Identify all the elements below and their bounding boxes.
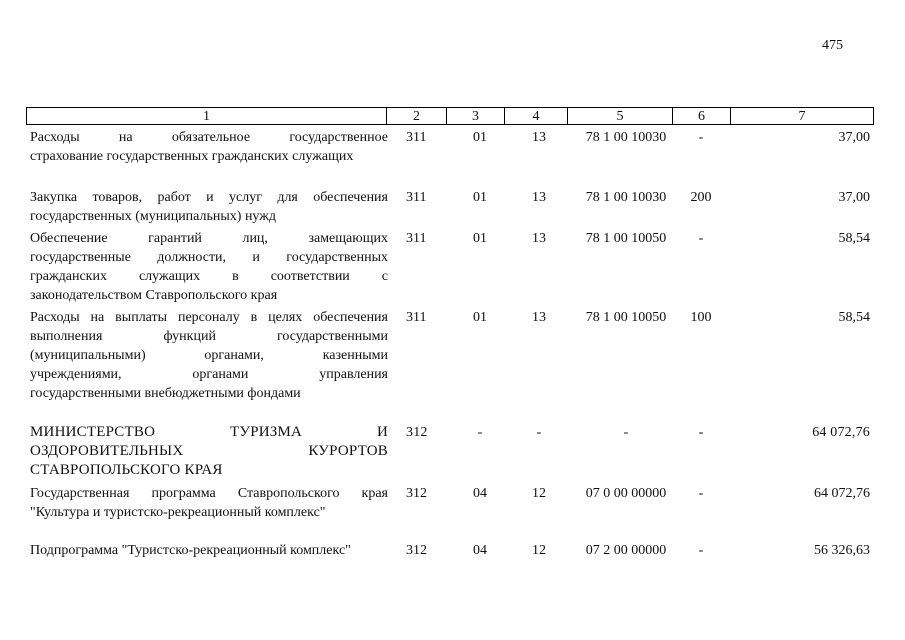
description-line: (муниципальными) органами, казенными xyxy=(30,348,388,363)
description-line: Государственная программа Ставропольского края xyxy=(30,486,388,501)
row-description xyxy=(30,423,388,480)
description-line: Закупка товаров, работ и услуг для обеспечения xyxy=(30,190,388,205)
description-line: страхование государственных гражданских служащих xyxy=(30,149,354,164)
cell-col-6: 100 xyxy=(690,310,712,325)
description-line: Расходы на обязательное государственное xyxy=(30,130,388,145)
row-description xyxy=(30,128,388,166)
cell-col-3: 04 xyxy=(473,543,487,558)
description-line: СТАВРОПОЛЬСКОГО КРАЯ xyxy=(30,462,223,478)
description-line: Подпрограмма "Туристско-рекреационный комплекс" xyxy=(30,543,351,558)
cell-col-6: - xyxy=(698,543,704,558)
description-line: законодательством Ставропольского края xyxy=(30,288,278,303)
description-line: Обеспечение гарантий лиц, замещающих xyxy=(30,231,388,246)
cell-col-5: 07 0 00 00000 xyxy=(585,486,667,501)
cell-col-6: - xyxy=(698,486,704,501)
cell-col-2: 312 xyxy=(406,425,428,440)
description-line: ОЗДОРОВИТЕЛЬНЫХ КУРОРТОВ xyxy=(30,443,388,459)
row-description xyxy=(30,308,388,403)
description-line: Расходы на выплаты персоналу в целях обеспечения xyxy=(30,310,388,325)
cell-col-7: 64 072,76 xyxy=(812,425,870,440)
header-col-4: 4 xyxy=(505,108,568,125)
description-line: государственные должности, и государственных xyxy=(30,250,388,265)
cell-col-7: 58,54 xyxy=(838,231,870,246)
cell-col-4: 13 xyxy=(532,231,546,246)
cell-col-6: - xyxy=(698,231,704,246)
cell-col-3: - xyxy=(477,425,483,440)
cell-col-5: 78 1 00 10030 xyxy=(585,130,667,145)
header-col-6: 6 xyxy=(673,108,731,125)
cell-col-2: 312 xyxy=(406,486,427,501)
description-line: государственных (муниципальных) нужд xyxy=(30,209,277,224)
cell-col-7: 58,54 xyxy=(838,310,870,325)
cell-col-4: 13 xyxy=(532,310,546,325)
header-col-3: 3 xyxy=(447,108,505,125)
cell-col-7: 37,00 xyxy=(838,190,870,205)
cell-col-5: 78 1 00 10030 xyxy=(585,190,667,205)
description-line: выполнения функций государственными xyxy=(30,329,388,344)
header-col-1: 1 xyxy=(27,108,387,125)
description-line: учреждениями, органами управления xyxy=(30,367,388,382)
cell-col-4: 13 xyxy=(532,130,546,145)
cell-col-4: - xyxy=(536,425,542,440)
description-line: гражданских служащих в соответствии с xyxy=(30,269,388,284)
cell-col-3: 04 xyxy=(473,486,487,501)
description-line: МИНИСТЕРСТВО ТУРИЗМА И xyxy=(30,424,388,440)
cell-col-5: 78 1 00 10050 xyxy=(585,231,667,246)
cell-col-4: 12 xyxy=(532,543,546,558)
cell-col-5: 07 2 00 00000 xyxy=(585,543,667,558)
cell-col-6: - xyxy=(698,130,704,145)
cell-col-6: 200 xyxy=(690,190,712,205)
header-col-2: 2 xyxy=(387,108,447,125)
row-description xyxy=(30,188,388,226)
cell-col-3: 01 xyxy=(473,231,487,246)
cell-col-5: - xyxy=(623,425,629,440)
row-description xyxy=(30,484,388,522)
cell-col-5: 78 1 00 10050 xyxy=(585,310,667,325)
header-col-5: 5 xyxy=(568,108,673,125)
row-description xyxy=(30,229,388,305)
cell-col-2: 311 xyxy=(406,231,427,246)
page-number: 475 xyxy=(822,38,843,53)
cell-col-6: - xyxy=(698,425,704,440)
cell-col-2: 311 xyxy=(406,190,427,205)
cell-col-7: 56 326,63 xyxy=(814,543,870,558)
cell-col-3: 01 xyxy=(473,310,487,325)
cell-col-4: 13 xyxy=(532,190,546,205)
row-description xyxy=(30,541,388,560)
column-header-table xyxy=(26,107,874,125)
cell-col-3: 01 xyxy=(473,130,487,145)
cell-col-7: 37,00 xyxy=(838,130,870,145)
header-col-7: 7 xyxy=(731,108,874,125)
description-line: государственными внебюджетными фондами xyxy=(30,386,301,401)
cell-col-3: 01 xyxy=(473,190,487,205)
cell-col-2: 312 xyxy=(406,543,427,558)
cell-col-2: 311 xyxy=(406,310,427,325)
description-line: "Культура и туристско-рекреационный комплекс" xyxy=(30,505,326,520)
cell-col-4: 12 xyxy=(532,486,546,501)
cell-col-2: 311 xyxy=(406,130,427,145)
cell-col-7: 64 072,76 xyxy=(814,486,870,501)
